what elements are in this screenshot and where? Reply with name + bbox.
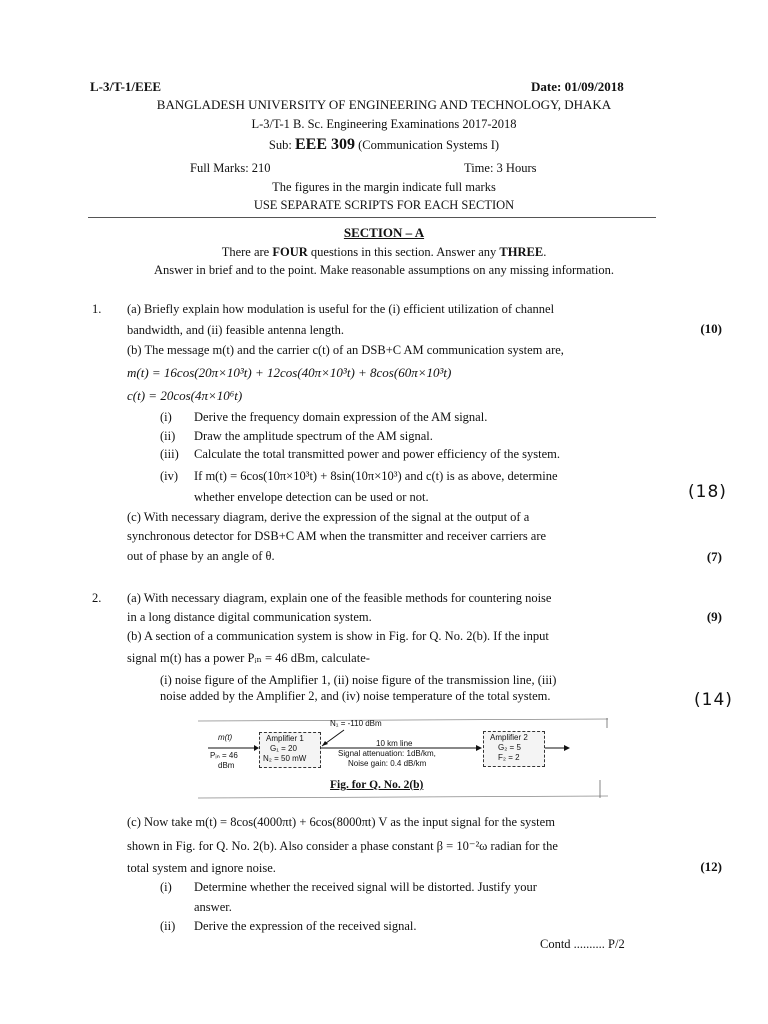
q2b-line-1: (b) A section of a communication system is show in Fig. for Q. No. 2(b). If the input (127, 629, 549, 643)
amplifier-1-gain: G₁ = 20 (270, 744, 297, 753)
amplifier-1-block (259, 732, 321, 768)
scripts-note: USE SEPARATE SCRIPTS FOR EACH SECTION (253, 198, 515, 212)
q1b-i-text: Derive the frequency domain expression of the AM signal. (194, 410, 488, 424)
q1c-line-2: synchronous detector for DSB+C AM when the transmitter and receiver carriers are (127, 529, 547, 543)
section-instruction-2: Answer in brief and to the point. Make reasonable assumptions on any missing information. (154, 263, 614, 277)
q1c-line-1: (c) With necessary diagram, derive the expression of the signal at the output of a (127, 510, 530, 524)
q1a-line-2: bandwidth, and (ii) feasible antenna length. (127, 323, 344, 337)
exam-line: L-3/T-1 B. Sc. Engineering Examinations 2017-2018 (251, 117, 517, 131)
q2c-line-3: total system and ignore noise. (127, 861, 276, 875)
q2b-line-3: (i) noise figure of the Amplifier 1, (ii) noise figure of the transmission line, (iii) (160, 673, 557, 687)
exam-date: Date: 01/09/2018 (531, 79, 624, 94)
subject-line (0, 137, 768, 153)
continued-note: Contd .......... P/2 (540, 937, 625, 951)
course-code: L-3/T-1/EEE (90, 79, 162, 94)
figure-pin-label: Pᵢₙ = 46 (210, 751, 238, 760)
q1a-marks: (10) (700, 321, 722, 336)
full-marks: Full Marks: 210 (190, 161, 271, 175)
q1a-line-1: (a) Briefly explain how modulation is useful for the (i) efficient utilization of channel (127, 302, 555, 316)
section-title: SECTION – A (343, 225, 425, 240)
figure-input-label: m(t) (218, 733, 233, 742)
q1b-iii-number: (iii) (160, 447, 179, 461)
q2c-i-text-2: answer. (194, 900, 232, 914)
q2c-ii-text: Derive the expression of the received signal. (194, 919, 417, 933)
line-attenuation: Signal attenuation: 1dB/km, (338, 749, 436, 758)
subject-name: (Communication Systems I) (354, 138, 500, 152)
q2c-line-1: (c) Now take m(t) = 8cos(4000πt) + 6cos(8000πt) V as the input signal for the system (127, 815, 555, 829)
line-title: 10 km line (376, 739, 413, 748)
q1b-i-number: (i) (160, 410, 172, 424)
q1-message-equation: m(t) = 16cos(20π×10³t) + 12cos(40π×10³t) + 8cos(60π×10³t) (127, 365, 452, 380)
subject-code: EEE 309 (294, 136, 355, 153)
q2c-line-2: shown in Fig. for Q. No. 2(b). Also consider a phase constant β = 10⁻²ω radian for the (127, 839, 558, 853)
university-name: BANGLADESH UNIVERSITY OF ENGINEERING AND TECHNOLOGY, DHAKA (156, 97, 612, 112)
subject-prefix: Sub: (268, 138, 295, 152)
q1b-ii-number: (ii) (160, 429, 176, 443)
q1b-iv-number: (iv) (160, 469, 179, 483)
amplifier-1-noise: N₂ = 50 mW (263, 754, 307, 763)
figure-q2b (198, 718, 608, 800)
figure-pin-unit: dBm (218, 761, 235, 770)
q1-carrier-equation: c(t) = 20cos(4π×10⁶t) (127, 388, 243, 403)
amplifier-2-block (483, 731, 545, 767)
line-noise-gain: Noise gain: 0.4 dB/km (348, 759, 427, 768)
q2b-line-4: noise added by the Amplifier 2, and (iv) noise temperature of the total system. (160, 689, 551, 703)
q1b-marks-handwritten: (18) (688, 482, 727, 502)
q1b-iv-text: If m(t) = 6cos(10π×10³t) + 8sin(10π×10³) and c(t) is as above, determine (194, 469, 558, 483)
amplifier-2-title: Amplifier 2 (490, 733, 528, 742)
q2-number: 2. (92, 591, 102, 605)
figure-caption: Fig. for Q. No. 2(b) (330, 779, 424, 791)
q2a-line-2: in a long distance digital communication system. (127, 610, 372, 624)
amplifier-2-gain: G₂ = 5 (498, 743, 521, 752)
noise-input-label: N₁ = -110 dBm (330, 719, 382, 728)
q1c-line-3: out of phase by an angle of θ. (127, 549, 275, 563)
q1b-iv-text-2: whether envelope detection can be used or not. (194, 490, 429, 504)
q2c-i-text: Determine whether the received signal will be distorted. Justify your (194, 880, 537, 894)
q2c-i-number: (i) (160, 880, 172, 894)
exam-time: Time: 3 Hours (464, 161, 537, 175)
q2c-ii-number: (ii) (160, 919, 176, 933)
amplifier-1-title: Amplifier 1 (266, 734, 304, 743)
q1b-ii-text: Draw the amplitude spectrum of the AM signal. (194, 429, 433, 443)
header-divider (88, 217, 656, 218)
q1-number: 1. (92, 302, 102, 316)
q2b-line-2: signal m(t) has a power Pᵢₙ = 46 dBm, calculate- (127, 651, 370, 665)
section-instruction-1: There are FOUR questions in this section. Answer any THREE. (221, 245, 547, 259)
q1b-line-1: (b) The message m(t) and the carrier c(t) of an DSB+C AM communication system are, (127, 343, 564, 357)
q2c-marks: (12) (700, 859, 722, 874)
q1b-iii-text: Calculate the total transmitted power and power efficiency of the system. (194, 447, 560, 461)
q2b-marks-handwritten: (14) (694, 690, 733, 710)
q1c-marks: (7) (706, 549, 722, 564)
q2a-marks: (9) (706, 609, 722, 624)
margin-note: The figures in the margin indicate full marks (272, 180, 496, 194)
amplifier-2-noise-figure: F₂ = 2 (498, 753, 520, 762)
q2a-line-1: (a) With necessary diagram, explain one of the feasible methods for countering noise (127, 591, 552, 605)
